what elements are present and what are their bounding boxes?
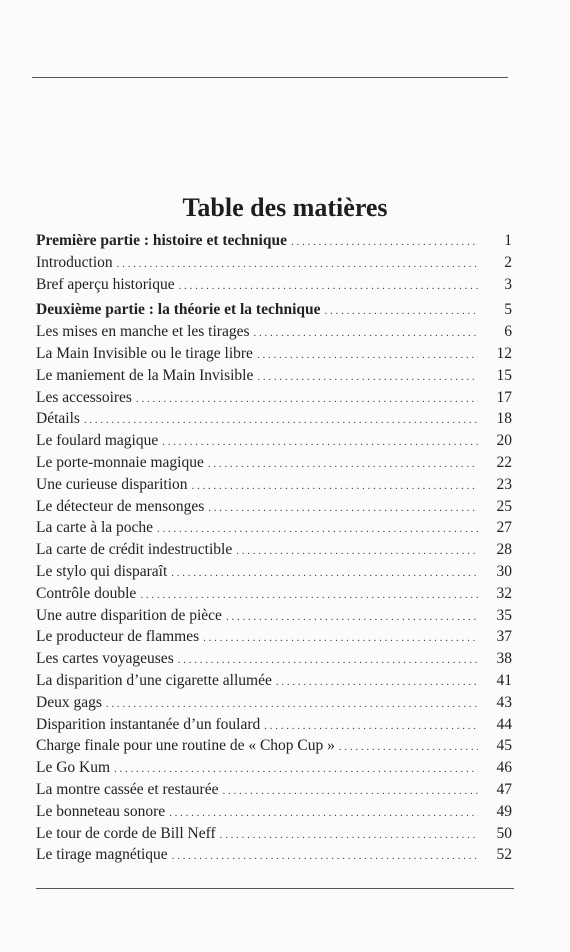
toc-entry-label: Contrôle double xyxy=(36,584,137,602)
dot-leader xyxy=(162,430,478,454)
toc-entry[interactable] xyxy=(36,583,512,605)
toc-entry-label: Bref aperçu historique xyxy=(36,275,175,293)
toc-entry-label: Détails xyxy=(36,410,80,428)
toc-part-heading[interactable] xyxy=(36,230,512,252)
dot-leader xyxy=(208,496,478,520)
dot-leader xyxy=(236,539,478,563)
toc-entry-label: Disparition instantanée d’un foulard xyxy=(36,715,261,733)
toc-entry[interactable] xyxy=(36,274,512,296)
dot-leader xyxy=(140,583,478,607)
toc-page-number: 25 xyxy=(496,497,512,515)
bottom-rule xyxy=(36,888,514,889)
toc-entry[interactable] xyxy=(36,844,512,866)
toc-page-number: 41 xyxy=(496,671,512,689)
dot-leader xyxy=(264,714,478,738)
dot-leader xyxy=(157,517,478,541)
toc-entry-label: Le stylo qui disparaît xyxy=(36,562,168,580)
toc-entry-label: Le maniement de la Main Invisible xyxy=(36,366,254,384)
toc-entry-label: Le tirage magnétique xyxy=(36,846,168,864)
toc-entry[interactable] xyxy=(36,779,512,801)
dot-leader xyxy=(257,365,478,389)
dot-leader xyxy=(253,321,478,345)
toc-entry[interactable] xyxy=(36,452,512,474)
toc-entry[interactable] xyxy=(36,648,512,670)
toc-page-number: 22 xyxy=(496,453,512,471)
toc-page-number: 1 xyxy=(504,232,512,249)
toc-entry-label: La disparition d’une cigarette allumée xyxy=(36,671,272,689)
dot-leader xyxy=(178,648,478,672)
toc-page-number: 50 xyxy=(496,824,512,842)
table-of-contents xyxy=(36,230,512,866)
toc-entry-label: La montre cassée et restaurée xyxy=(36,780,219,798)
toc-page-number: 23 xyxy=(496,475,512,493)
toc-page-number: 37 xyxy=(496,628,512,646)
toc-page-number: 46 xyxy=(496,759,512,777)
toc-entry-label: Le détecteur de mensonges xyxy=(36,497,205,515)
toc-entry-label: Deuxième partie : la théorie et la technique xyxy=(36,301,321,319)
toc-entry-label: Le producteur de flammes xyxy=(36,628,200,646)
toc-entry[interactable] xyxy=(36,539,512,561)
dot-leader xyxy=(208,452,478,476)
toc-page-number: 30 xyxy=(496,562,512,580)
toc-page-number: 18 xyxy=(496,410,512,428)
toc-page-number: 20 xyxy=(496,432,512,450)
toc-page-number: 47 xyxy=(496,780,512,798)
toc-entry[interactable] xyxy=(36,496,512,518)
toc-page-number: 5 xyxy=(504,301,512,319)
toc-page-number: 32 xyxy=(496,584,512,602)
toc-entry-label: Charge finale pour une routine de « Chop Cup » xyxy=(36,737,335,755)
toc-entry-label: Deux gags xyxy=(36,693,102,711)
toc-entry-label: Les cartes voyageuses xyxy=(36,650,174,668)
dot-leader xyxy=(136,387,478,411)
toc-page-number: 35 xyxy=(496,606,512,624)
toc-entry-label: Introduction xyxy=(36,253,113,271)
dot-leader xyxy=(257,343,478,367)
dot-leader xyxy=(84,408,478,432)
toc-page-number: 49 xyxy=(496,802,512,820)
toc-entry-label: Les accessoires xyxy=(36,388,132,406)
toc-page-number: 3 xyxy=(504,275,512,293)
toc-entry-label: Le porte-monnaie magique xyxy=(36,453,204,471)
dot-leader xyxy=(192,474,478,498)
toc-entry-label: Une autre disparition de pièce xyxy=(36,606,222,624)
toc-entry[interactable] xyxy=(36,714,512,736)
dot-leader xyxy=(291,230,478,254)
toc-entry-label: Le bonneteau sonore xyxy=(36,802,166,820)
toc-entry-label: Le Go Kum xyxy=(36,759,111,777)
toc-entry[interactable] xyxy=(36,252,512,274)
dot-leader xyxy=(339,735,478,759)
toc-page-number: 2 xyxy=(504,253,512,271)
toc-entry[interactable] xyxy=(36,801,512,823)
toc-entry[interactable] xyxy=(36,626,512,648)
toc-entry[interactable] xyxy=(36,474,512,496)
page-title: Table des matières xyxy=(182,193,388,223)
toc-entry-label: La carte de crédit indestructible xyxy=(36,541,233,559)
dot-leader xyxy=(172,844,478,868)
dot-leader xyxy=(114,757,478,781)
toc-entry-label: Le foulard magique xyxy=(36,432,159,450)
dot-leader xyxy=(117,252,478,276)
dot-leader xyxy=(276,670,478,694)
toc-entry[interactable] xyxy=(36,387,512,409)
dot-leader xyxy=(222,779,478,803)
toc-entry[interactable] xyxy=(36,430,512,452)
toc-page-number: 27 xyxy=(496,519,512,537)
toc-page-number: 52 xyxy=(496,846,512,864)
dot-leader xyxy=(203,626,478,650)
toc-entry[interactable] xyxy=(36,757,512,779)
toc-entry-label: Les mises en manche et les tirages xyxy=(36,323,250,341)
top-rule xyxy=(32,77,508,78)
dot-leader xyxy=(106,692,478,716)
toc-page-number: 17 xyxy=(496,388,512,406)
toc-entry[interactable] xyxy=(36,365,512,387)
toc-page-number: 43 xyxy=(496,693,512,711)
toc-entry[interactable] xyxy=(36,692,512,714)
toc-page-number: 45 xyxy=(496,737,512,755)
toc-entry-label: Le tour de corde de Bill Neff xyxy=(36,824,216,842)
toc-entry[interactable] xyxy=(36,343,512,365)
toc-entry[interactable] xyxy=(36,823,512,845)
toc-page-number: 28 xyxy=(496,541,512,559)
toc-entry[interactable] xyxy=(36,321,512,343)
toc-entry-label: La carte à la poche xyxy=(36,519,154,537)
dot-leader xyxy=(171,561,478,585)
toc-page-number: 12 xyxy=(496,344,512,362)
toc-page-number: 38 xyxy=(496,650,512,668)
dot-leader xyxy=(179,274,478,298)
toc-entry[interactable] xyxy=(36,735,512,757)
toc-entry[interactable] xyxy=(36,517,512,539)
dot-leader xyxy=(220,823,478,847)
dot-leader xyxy=(226,605,478,629)
toc-entry-label: La Main Invisible ou le tirage libre xyxy=(36,344,253,362)
dot-leader xyxy=(325,299,478,323)
toc-entry-label: Première partie : histoire et technique xyxy=(36,232,287,249)
toc-entry[interactable] xyxy=(36,408,512,430)
toc-part-heading[interactable] xyxy=(36,299,512,321)
toc-page-number: 44 xyxy=(496,715,512,733)
toc-entry[interactable] xyxy=(36,670,512,692)
toc-page-number: 6 xyxy=(504,323,512,341)
toc-entry[interactable] xyxy=(36,561,512,583)
toc-page-number: 15 xyxy=(496,366,512,384)
toc-entry[interactable] xyxy=(36,605,512,627)
dot-leader xyxy=(169,801,478,825)
toc-entry-label: Une curieuse disparition xyxy=(36,475,188,493)
